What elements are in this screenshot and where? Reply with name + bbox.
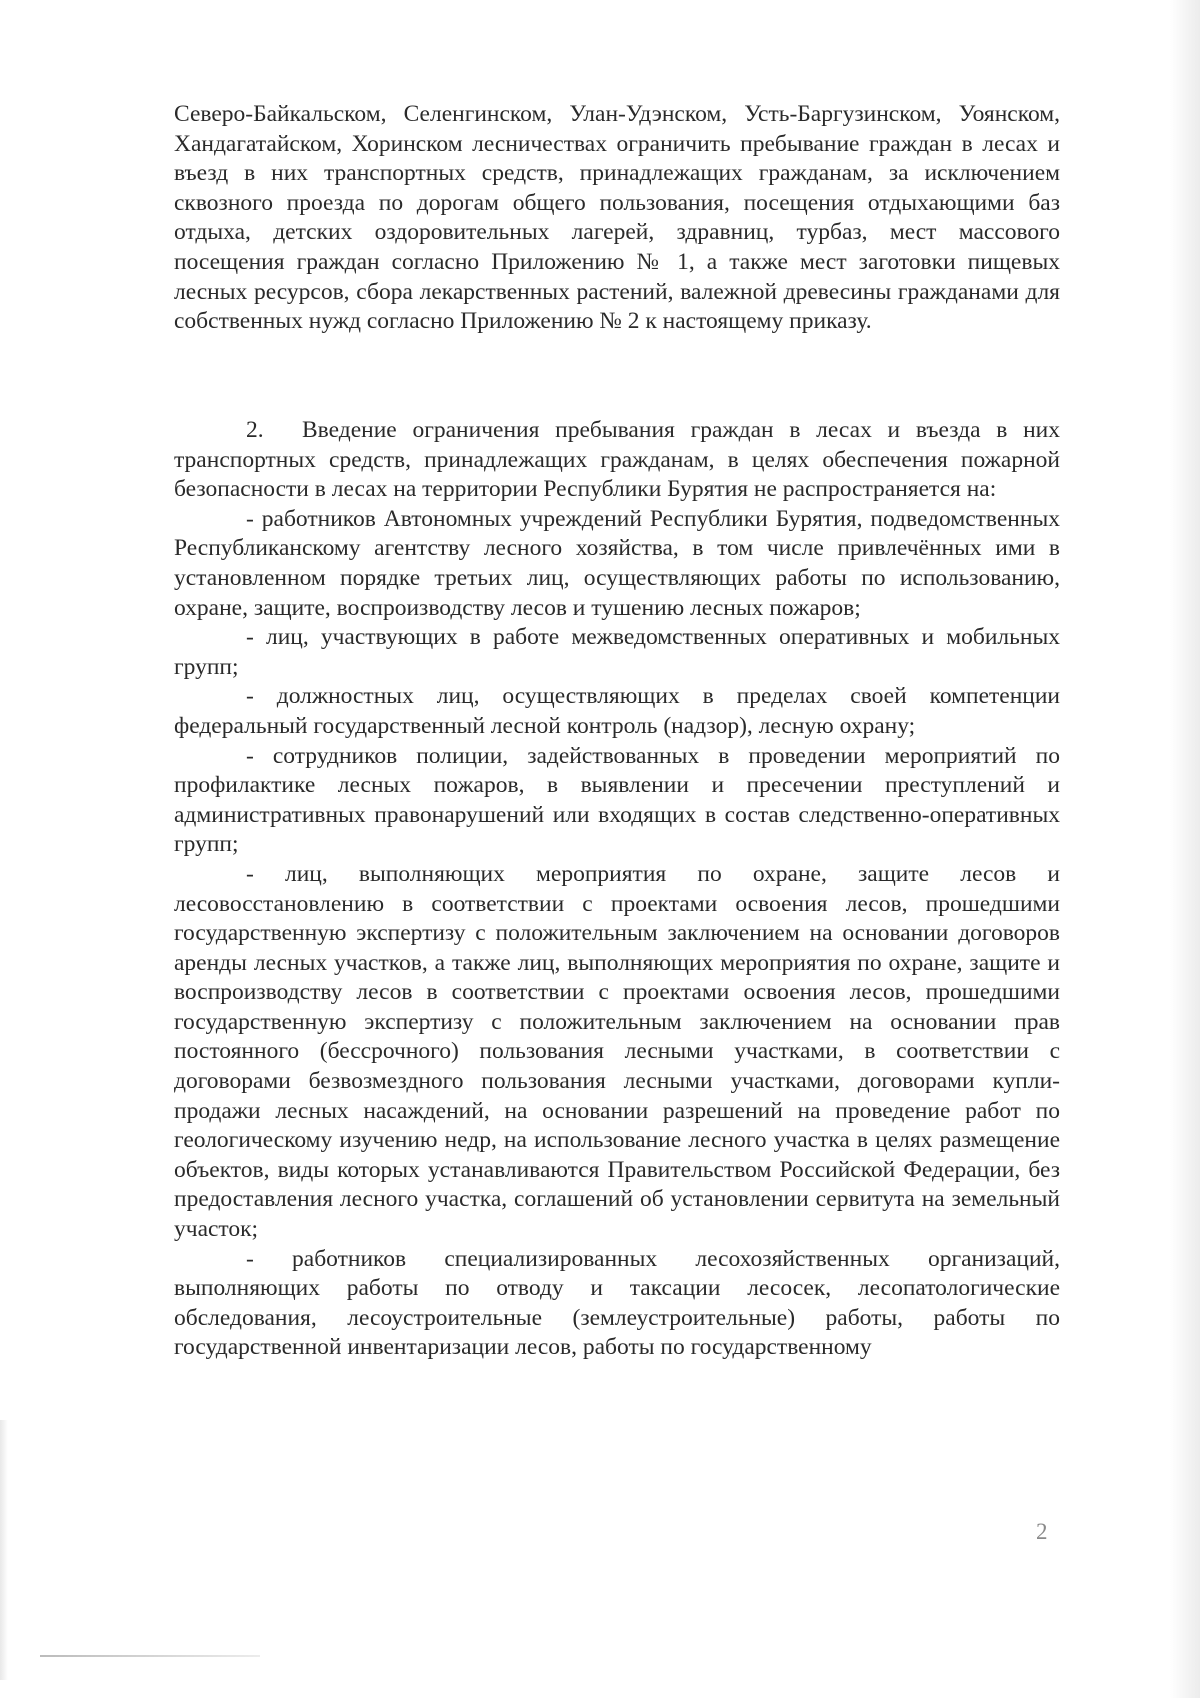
section-2-paragraph [174, 416, 1060, 505]
list-item-6: - работников специализированных лесохозяйственных организаций, выполняющих работы по отводу и таксации лесосек, лесопатологические обследования, лесоустроительные (землеустроительные) работы, работы по государственной инвентаризации лесов, работы по государственному [174, 1245, 1060, 1361]
list-item-4: - сотрудников полиции, задействованных в проведении мероприятий по профилактике лесных пожаров, в выявлении и пресечении преступлений и административных правонарушений или входящих в состав следственно-оперативных групп; [174, 742, 1060, 858]
scan-artifact-line [40, 1655, 260, 1657]
list-item-3: - должностных лиц, осуществляющих в пределах своей компетенции федеральный государственный лесной контроль (надзор), лесную охрану; [174, 683, 1060, 739]
section-2-block [174, 416, 1060, 1363]
list-item-5: - лиц, выполняющих мероприятия по охране, защите лесов и лесовосстановлению в соответствии с проектами освоения лесов, прошедшими государственную экспертизу с положительным заключением на основании договоров аренды лесных участков, а также лиц, выполняющих мероприятия по охране, защите и воспроизводству лесов в соответствии с проектами освоения лесов, прошедшими государственную экспертизу с положительным заключением на основании прав постоянного (бессрочного) пользования лесными участками, в соответствии с договорами безвозмездного пользования лесными участками, договорами купли-продажи лесных насаждений, на основании разрешений на проведение работ по геологическому изучению недр, на использование лесного участка в целях размещение объектов, виды которых устанавливаются Правительством Российской Федерации, без предоставления лесного участка, соглашений об установлении сервитута на земельный участок; [174, 860, 1060, 1243]
page-number: 2 [1036, 1519, 1048, 1544]
opening-paragraph-block [174, 100, 1060, 337]
opening-paragraph: Северо-Байкальском, Селенгинском, Улан-Удэнском, Усть-Баргузинском, Уоянском, Хандагатайском, Хоринском лесничествах ограничить пребывание граждан в лесах и въезд в них транспортных средств, принадлежащих гражданам, за исключением сквозного проезда по дорогам общего пользования, посещения отдыхающими баз отдыха, детских оздоровительных лагерей, здравниц, турбаз, мест массового посещения граждан согласно Приложению № 1, а также мест заготовки пищевых лесных ресурсов, сбора лекарственных растений, валежной древесины гражданами для собственных нужд согласно Приложению № 2 к настоящему приказу. [174, 101, 1060, 335]
list-item-2: - лиц, участвующих в работе межведомственных оперативных и мобильных групп; [174, 624, 1060, 680]
scan-edge-shadow [1170, 0, 1200, 1698]
list-item-1: - работников Автономных учреждений Республики Бурятия, подведомственных Республиканскому агентству лесного хозяйства, в том числе привлечённых ими в установленном порядке третьих лиц, осуществляющих работы по использованию, охране, защите, воспроизводству лесов и тушению лесных пожаров; [174, 505, 1060, 621]
scan-edge-shadow-left [0, 1420, 8, 1680]
section-number: 2. [246, 417, 264, 443]
section-2-text: Введение ограничения пребывания граждан в лесах и въезда в них транспортных средств, принадлежащих гражданам, в целях обеспечения пожарной безопасности в лесах на территории Республики Бурятия не распространяется на: [174, 417, 1060, 503]
